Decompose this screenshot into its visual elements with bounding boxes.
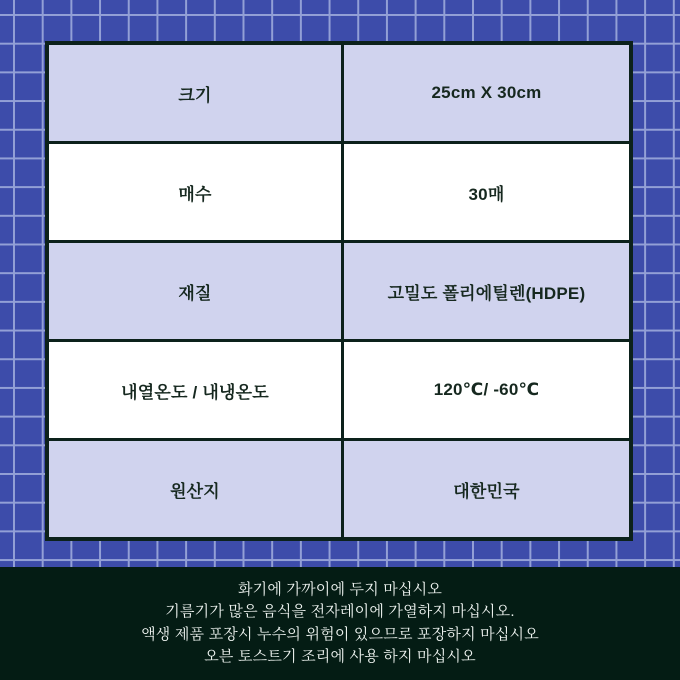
warning-line-oven: 오븐 토스트기 조리에 사용 하지 마십시오	[204, 648, 476, 665]
spec-label-material: 재질	[49, 243, 344, 339]
spec-value-origin: 대한민국	[453, 481, 520, 501]
table-row	[49, 45, 629, 141]
table-row	[49, 141, 629, 240]
table-row	[49, 339, 629, 438]
warning-line-fire: 화기에 가까이에 두지 마십시오	[237, 580, 443, 598]
table-row	[49, 438, 629, 537]
spec-value-sheet-count: 30매	[468, 184, 505, 204]
spec-label-sheet-count: 매수	[49, 144, 344, 240]
spec-value-material: 고밀도 폴리에틸렌(HDPE)	[387, 283, 586, 303]
spec-value-size: 25cm X 30cm	[431, 83, 542, 102]
warning-footer	[0, 567, 680, 680]
warning-line-liquid: 액생 제품 포장시 누수의 위험이 있으므로 포장하지 마십시오	[141, 625, 539, 643]
spec-value-temperature-range: 120℃/ -60℃	[433, 380, 540, 399]
spec-label-size: 크기	[49, 45, 344, 141]
spec-label-temperature-range: 내열온도 / 내냉온도	[49, 342, 344, 438]
spec-label-origin: 원산지	[49, 441, 344, 537]
warning-line-microwave: 기름기가 많은 음식을 전자레이에 가열하지 마십시오.	[165, 603, 515, 620]
product-spec-table	[45, 41, 633, 541]
table-row	[49, 240, 629, 339]
